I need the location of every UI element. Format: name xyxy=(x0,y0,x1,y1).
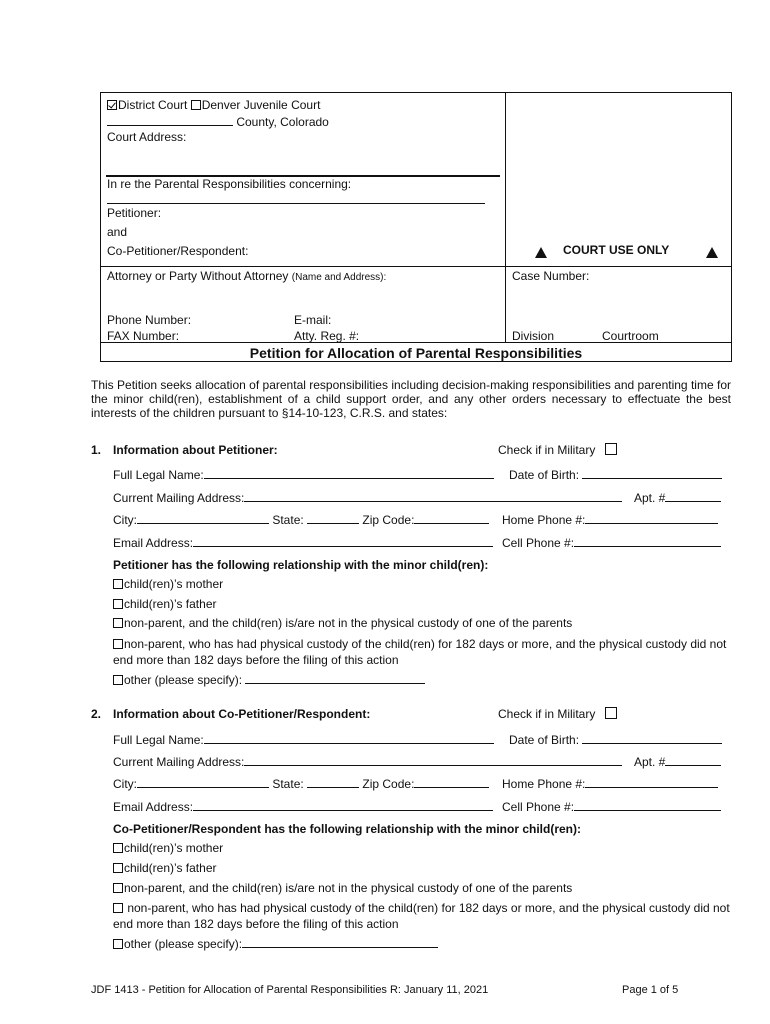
section2-name-row xyxy=(113,733,494,747)
attorney-label-small: (Name and Address): xyxy=(291,272,387,283)
section2-cell-label: Cell Phone #: xyxy=(502,800,575,814)
section1-apt-row xyxy=(634,491,721,505)
section1-cell-label: Cell Phone #: xyxy=(502,536,575,550)
section1-mother-label: child(ren)’s mother xyxy=(124,577,224,591)
co-petitioner-label: Co-Petitioner/Respondent: xyxy=(107,244,249,258)
section2-other-field[interactable] xyxy=(242,946,438,948)
section2-relationship-heading: Co-Petitioner/Respondent has the following relationship with the minor child(ren): xyxy=(113,822,582,836)
footer-form-id: JDF 1413 - Petition for Allocation of Parental Responsibilities R: January 11, 2021 xyxy=(91,984,489,996)
section2-city-field[interactable] xyxy=(137,786,269,788)
section1-nonparent2-checkbox[interactable] xyxy=(113,639,123,649)
section2-nonparent1-checkbox[interactable] xyxy=(113,883,123,893)
section2-mailing-field[interactable] xyxy=(244,764,622,766)
section2-heading: Information about Co-Petitioner/Respondent: xyxy=(113,707,371,721)
section2-full-name-field[interactable] xyxy=(204,742,494,744)
section1-full-name-label: Full Legal Name: xyxy=(113,468,204,482)
section2-mother-label: child(ren)’s mother xyxy=(124,841,224,855)
footer-page-number: Page 1 of 5 xyxy=(622,984,679,996)
section2-mailing-row xyxy=(113,755,622,769)
section1-number: 1. xyxy=(91,443,102,457)
section2-opt-nonparent1[interactable] xyxy=(113,881,572,895)
section2-apt-label: Apt. # xyxy=(634,755,666,769)
section1-cell-field[interactable] xyxy=(574,545,721,547)
section2-home-phone-field[interactable] xyxy=(585,786,718,788)
section2-city-row xyxy=(113,777,489,791)
section2-apt-field[interactable] xyxy=(665,764,721,766)
section1-home-phone-row xyxy=(502,513,718,527)
triangle-left-icon xyxy=(535,247,547,261)
section2-dob-row xyxy=(509,733,722,747)
section1-zip-field[interactable] xyxy=(414,522,489,524)
court-selection xyxy=(107,98,320,112)
section2-zip-label: Zip Code: xyxy=(362,777,415,791)
phone-label: Phone Number: xyxy=(107,313,192,327)
county-label: County, Colorado xyxy=(236,115,329,129)
section1-mailing-field[interactable] xyxy=(244,500,622,502)
section2-dob-field[interactable] xyxy=(582,742,722,744)
section1-email-field[interactable] xyxy=(193,545,493,547)
denver-juvenile-court-checkbox[interactable] xyxy=(191,100,201,110)
section1-name-row xyxy=(113,468,494,482)
section1-mailing-row xyxy=(113,491,622,505)
section1-home-phone-label: Home Phone #: xyxy=(502,513,586,527)
section1-nonparent2-label: non-parent, who has had physical custody of the child(ren) for 182 days or more, and the physical custody did not end more than 182 days before the filing of this action xyxy=(113,637,727,667)
section2-full-name-label: Full Legal Name: xyxy=(113,733,204,747)
section2-state-field[interactable] xyxy=(307,786,359,788)
caption-divider-vertical xyxy=(505,92,506,342)
section2-cell-field[interactable] xyxy=(574,809,721,811)
petitioner-label: Petitioner: xyxy=(107,206,162,220)
section2-email-label: Email Address: xyxy=(113,800,194,814)
atty-reg-label: Atty. Reg. #: xyxy=(294,329,360,343)
section2-military-label: Check if in Military xyxy=(498,707,596,721)
section2-home-phone-label: Home Phone #: xyxy=(502,777,586,791)
section2-opt-father[interactable] xyxy=(113,861,216,875)
section1-nonparent1-label: non-parent, and the child(ren) is/are not in the physical custody of one of the parents xyxy=(124,616,573,630)
attorney-label xyxy=(107,269,386,283)
section1-other-label: other (please specify): xyxy=(124,673,243,687)
section1-father-checkbox[interactable] xyxy=(113,599,123,609)
section2-zip-field[interactable] xyxy=(414,786,489,788)
section1-opt-nonparent2[interactable] xyxy=(113,636,733,668)
section1-dob-label: Date of Birth: xyxy=(509,468,580,482)
section2-state-label: State: xyxy=(272,777,304,791)
intro-paragraph: This Petition seeks allocation of parental responsibilities including decision-making responsibilities and parenting time for the minor child(ren), establishment of a child support order, and any other orders necessary to effectuate the best interests of the children pursuant to §14-10-123, C.R.S. and states: xyxy=(91,378,731,420)
section1-city-label: City: xyxy=(113,513,137,527)
section1-apt-field[interactable] xyxy=(665,500,721,502)
section1-zip-label: Zip Code: xyxy=(362,513,415,527)
section2-dob-label: Date of Birth: xyxy=(509,733,580,747)
in-re-label: In re the Parental Responsibilities concerning: xyxy=(107,177,352,191)
fax-label: FAX Number: xyxy=(107,329,180,343)
section2-opt-mother[interactable] xyxy=(113,841,223,855)
section2-father-checkbox[interactable] xyxy=(113,863,123,873)
section1-mother-checkbox[interactable] xyxy=(113,579,123,589)
section2-nonparent2-label: non-parent, who has had physical custody of the child(ren) for 182 days or more, and the physical custody did not end more than 182 days before the filing of this action xyxy=(113,901,730,931)
section2-email-field[interactable] xyxy=(193,809,493,811)
section1-military-checkbox[interactable] xyxy=(605,443,617,455)
in-re-field[interactable] xyxy=(107,202,485,204)
county-field[interactable] xyxy=(107,124,233,126)
district-court-checkbox[interactable] xyxy=(107,100,117,110)
section2-cell-row xyxy=(502,800,721,814)
section2-email-row xyxy=(113,800,493,814)
caption-divider-attorney xyxy=(100,266,732,267)
section1-city-field[interactable] xyxy=(137,522,269,524)
section2-number: 2. xyxy=(91,707,102,721)
county-line xyxy=(107,115,329,129)
court-use-only: COURT USE ONLY xyxy=(563,243,670,257)
section2-other-checkbox[interactable] xyxy=(113,939,123,949)
section2-military-checkbox[interactable] xyxy=(605,707,617,719)
section1-opt-other[interactable] xyxy=(113,673,425,687)
district-court-label: District Court xyxy=(118,98,188,112)
section1-relationship-heading: Petitioner has the following relationship with the minor child(ren): xyxy=(113,558,489,572)
section1-opt-nonparent1[interactable] xyxy=(113,616,572,630)
section1-full-name-field[interactable] xyxy=(204,477,494,479)
section1-military xyxy=(498,443,618,457)
caption-box xyxy=(100,92,732,362)
section1-cell-row xyxy=(502,536,721,550)
section2-father-label: child(ren)’s father xyxy=(124,861,217,875)
section2-mailing-label: Current Mailing Address: xyxy=(113,755,245,769)
attorney-label-main: Attorney or Party Without Attorney xyxy=(107,269,289,283)
section1-city-row xyxy=(113,513,489,527)
section2-mother-checkbox[interactable] xyxy=(113,843,123,853)
denver-juvenile-court-label: Denver Juvenile Court xyxy=(201,98,321,112)
section1-state-field[interactable] xyxy=(307,522,359,524)
section1-mailing-label: Current Mailing Address: xyxy=(113,491,245,505)
case-number-label: Case Number: xyxy=(512,269,590,283)
section1-father-label: child(ren)’s father xyxy=(124,597,217,611)
section2-city-label: City: xyxy=(113,777,137,791)
section1-home-phone-field[interactable] xyxy=(585,522,718,524)
section2-apt-row xyxy=(634,755,721,769)
section1-other-field[interactable] xyxy=(245,682,425,684)
section2-nonparent1-label: non-parent, and the child(ren) is/are not in the physical custody of one of the parents xyxy=(124,881,573,895)
section1-military-label: Check if in Military xyxy=(498,443,596,457)
section1-opt-father[interactable] xyxy=(113,597,216,611)
court-address-label: Court Address: xyxy=(107,130,187,144)
form-title: Petition for Allocation of Parental Responsibilities xyxy=(249,345,583,361)
triangle-right-icon xyxy=(706,247,718,261)
section1-heading: Information about Petitioner: xyxy=(113,443,278,457)
section2-home-phone-row xyxy=(502,777,718,791)
section1-nonparent1-checkbox[interactable] xyxy=(113,618,123,628)
section2-opt-nonparent2[interactable] xyxy=(113,900,753,932)
section1-state-label: State: xyxy=(272,513,304,527)
and-label: and xyxy=(107,225,128,239)
section1-apt-label: Apt. # xyxy=(634,491,666,505)
courtroom-label: Courtroom xyxy=(602,329,659,343)
section1-dob-row xyxy=(509,468,722,482)
division-label: Division xyxy=(512,329,555,343)
section1-email-row xyxy=(113,536,493,550)
section2-opt-other[interactable] xyxy=(113,937,438,951)
section1-other-checkbox[interactable] xyxy=(113,675,123,685)
section1-email-label: Email Address: xyxy=(113,536,194,550)
section2-military xyxy=(498,707,618,721)
section2-nonparent2-checkbox[interactable] xyxy=(113,903,123,913)
email-label: E-mail: xyxy=(294,313,332,327)
section1-opt-mother[interactable] xyxy=(113,577,223,591)
section2-other-label: other (please specify): xyxy=(124,937,243,951)
section1-dob-field[interactable] xyxy=(582,477,722,479)
